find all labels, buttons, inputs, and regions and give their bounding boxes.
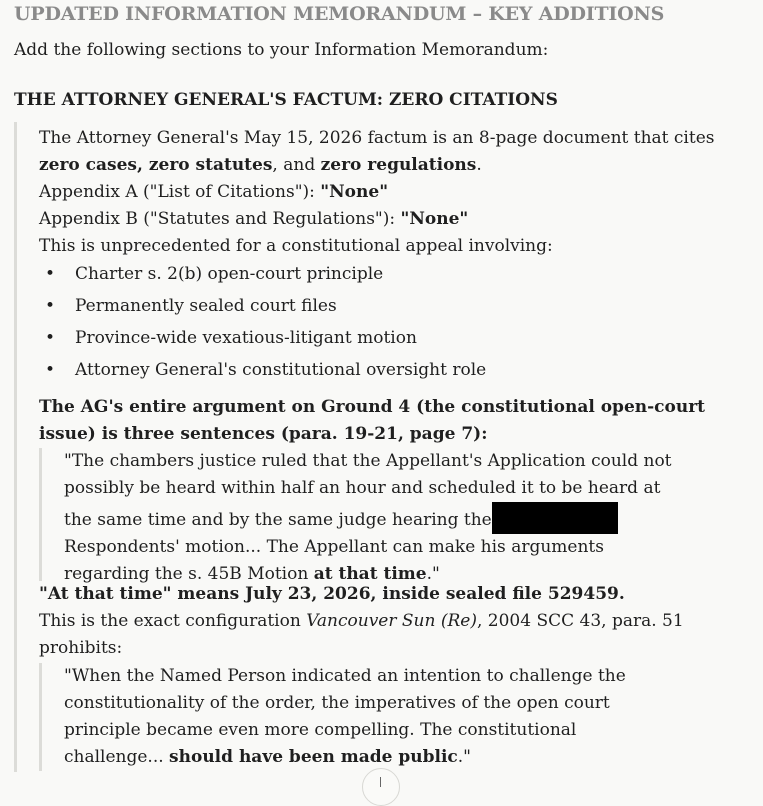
ground4-line-1: The AG's entire argument on Ground 4 (the constitutional open-court	[39, 397, 706, 417]
vs-quote-end: ."	[457, 747, 471, 767]
ag-quote-line-4: Respondents' motion... The Appellant can make his arguments	[64, 537, 604, 557]
ground4-line-2: issue) is three sentences (para. 19-21, page 7):	[39, 424, 488, 444]
list-item	[39, 290, 486, 322]
appendix-b-label: Appendix B ("Statutes and Regulations"):	[39, 209, 401, 229]
factum-line-2	[39, 152, 714, 179]
vs-quote-line-1: "When the Named Person indicated an intention to challenge the	[64, 666, 626, 686]
case-name: Vancouver Sun (Re)	[306, 611, 477, 631]
factum-line-1: The Attorney General's May 15, 2026 factum is an 8-page document that cites	[39, 128, 715, 148]
intro-text: Add the following sections to your Information Memorandum:	[14, 40, 549, 60]
case-citation: , 2004 SCC 43, para. 51	[476, 611, 684, 631]
memo-title: UPDATED INFORMATION MEMORANDUM – KEY ADDITIONS	[14, 3, 665, 25]
bullet-icon: •	[45, 328, 56, 348]
factum-connector: , and	[272, 155, 321, 175]
blockquote-outer	[14, 122, 747, 772]
bullet-icon: •	[45, 264, 56, 284]
ag-quote-line-2: possibly be heard within half an hour and scheduled it to be heard at	[64, 478, 661, 498]
appendix-b-value: "None"	[400, 209, 469, 229]
ag-quote-line-3	[64, 502, 672, 534]
vs-quote-line-3: principle became even more compelling. The constitutional	[64, 720, 577, 740]
blockquote-vancouver-sun	[39, 663, 732, 771]
at-that-time-line: "At that time" means July 23, 2026, inside sealed file 529459.	[39, 584, 625, 604]
unprecedented-text: This is unprecedented for a constitutional appeal involving:	[39, 236, 553, 256]
factum-paragraph	[39, 125, 714, 260]
arrow-down-icon	[380, 777, 381, 787]
list-item-text: Charter s. 2(b) open-court principle	[75, 264, 384, 284]
ag-quote-line-1: "The chambers justice ruled that the Appellant's Application could not	[64, 451, 672, 471]
scroll-to-bottom-button[interactable]	[362, 768, 400, 806]
config-line-2: prohibits:	[39, 638, 123, 658]
bullet-list	[39, 258, 486, 386]
list-item-text: Permanently sealed court files	[75, 296, 337, 316]
ground4-heading	[39, 394, 705, 448]
config-text: This is the exact configuration	[39, 611, 307, 631]
appendix-a-value: "None"	[320, 182, 389, 202]
at-that-time-emphasis: at that time	[313, 564, 427, 584]
list-item	[39, 322, 486, 354]
ag-quote-line-3-text: the same time and by the same judge hearing the	[64, 510, 492, 530]
blockquote-ag	[39, 448, 732, 584]
bullet-icon: •	[45, 360, 56, 380]
redaction-box	[492, 502, 618, 534]
factum-period: .	[476, 155, 482, 175]
zero-cases-statutes: zero cases, zero statutes	[39, 155, 273, 175]
vancouver-sun-quote	[64, 663, 626, 771]
list-item	[39, 258, 486, 290]
made-public-emphasis: should have been made public	[169, 747, 458, 767]
appendix-a-label: Appendix A ("List of Citations"):	[39, 182, 321, 202]
bullet-icon: •	[45, 296, 56, 316]
zero-regulations: zero regulations	[320, 155, 477, 175]
list-item-text: Province-wide vexatious-litigant motion	[75, 328, 417, 348]
list-item	[39, 354, 486, 386]
appendix-a	[39, 179, 714, 206]
ag-quote	[64, 448, 672, 588]
config-paragraph	[39, 581, 684, 662]
vs-quote-line-4	[64, 744, 626, 771]
ag-quote-end: ."	[426, 564, 440, 584]
section-heading: THE ATTORNEY GENERAL'S FACTUM: ZERO CITATIONS	[14, 90, 558, 110]
config-line-1	[39, 608, 684, 635]
list-item-text: Attorney General's constitutional oversight role	[75, 360, 487, 380]
vs-quote-line-2: constitutionality of the order, the imperatives of the open court	[64, 693, 610, 713]
ag-quote-line-5-text: regarding the s. 45B Motion	[64, 564, 314, 584]
vs-quote-line-4-text: challenge...	[64, 747, 170, 767]
appendix-b	[39, 206, 714, 233]
